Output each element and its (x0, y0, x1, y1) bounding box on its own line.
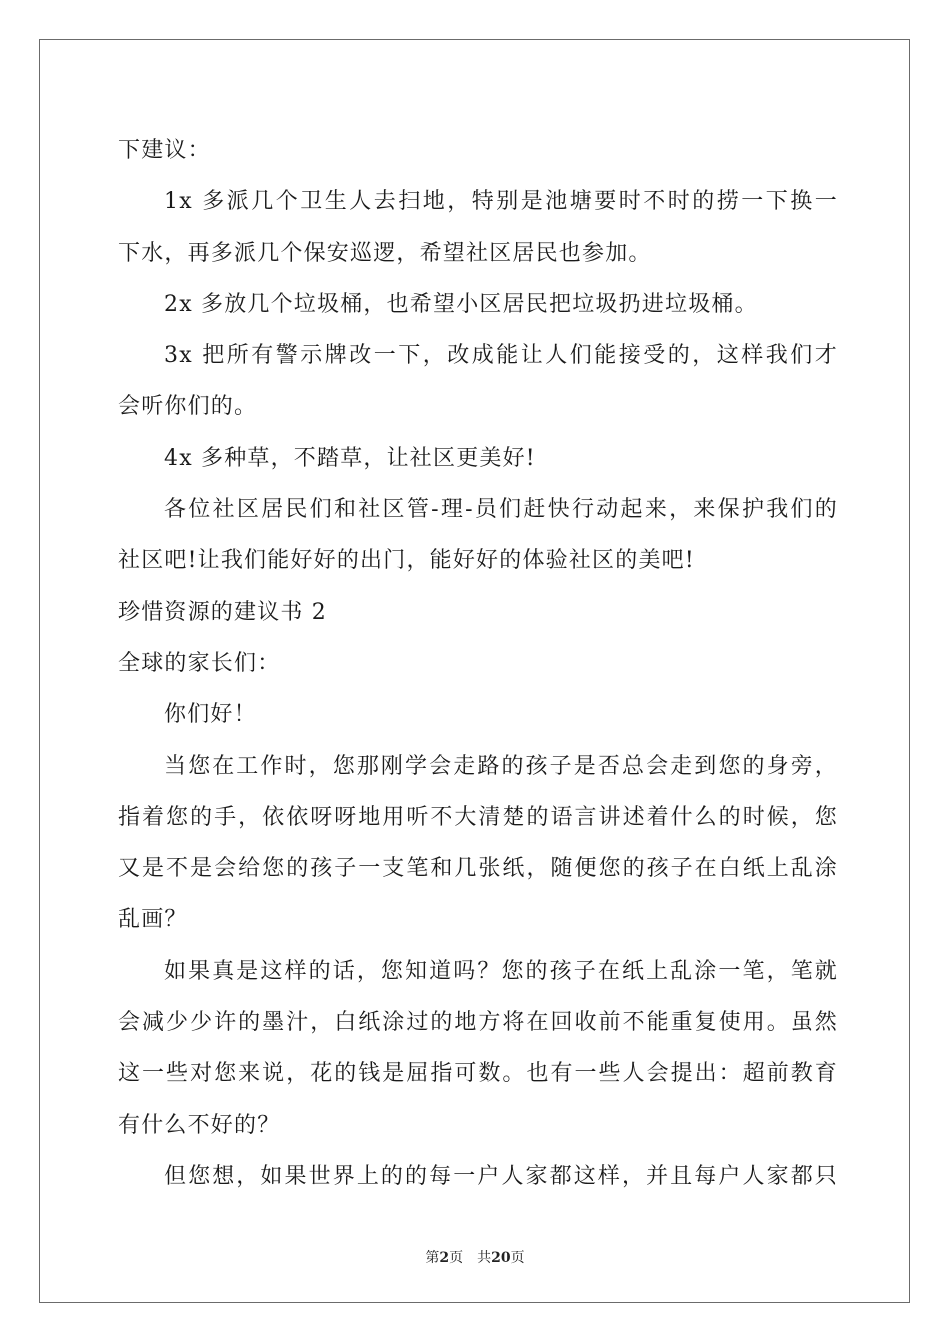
footer-suffix: 页 (510, 1250, 525, 1266)
text-line: 指着您的手，依依呀呀地用听不大清楚的语言讲述着什么的时候，您 (118, 804, 838, 830)
text-line: 乱画？ (118, 907, 188, 933)
document-body (118, 125, 838, 1202)
text-line: 当您在工作时，您那刚学会走路的孩子是否总会走到您的身旁， (164, 753, 838, 779)
text-line: 2x 多放几个垃圾桶，也希望小区居民把垃圾扔进垃圾桶。 (164, 291, 758, 317)
text-line: 这一些对您来说，花的钱是屈指可数。也有一些人会提出：超前教育 (118, 1061, 838, 1087)
text-line: 3x 把所有警示牌改一下，改成能让人们能接受的，这样我们才 (164, 343, 838, 369)
footer-mid: 页 共 (449, 1250, 492, 1266)
text-line: 下建议： (118, 138, 211, 163)
text-line: 但您想，如果世界上的的每一户人家都这样，并且每户人家都只 (164, 1163, 838, 1189)
footer-prefix: 第 (425, 1250, 440, 1266)
text-line: 有什么不好的？ (118, 1112, 281, 1138)
total-page-number: 20 (491, 1250, 511, 1266)
text-line: 你们好！ (164, 702, 257, 728)
text-line: 4x 多种草，不踏草，让社区更美好! (164, 445, 536, 471)
text-line: 又是不是会给您的孩子一支笔和几张纸，随便您的孩子在白纸上乱涂 (118, 856, 838, 882)
text-line: 1x 多派几个卫生人去扫地，特别是池塘要时不时的捞一下换一 (164, 189, 838, 215)
text-line: 全球的家长们： (118, 650, 281, 676)
text-line: 珍惜资源的建议书 2 (118, 599, 327, 625)
text-line: 会减少少许的墨汁，白纸涂过的地方将在回收前不能重复使用。虽然 (118, 1010, 838, 1036)
page-footer (0, 1247, 950, 1267)
current-page-number: 2 (439, 1250, 450, 1266)
text-line: 下水，再多派几个保安巡逻，希望社区居民也参加。 (118, 240, 652, 266)
text-line: 社区吧!让我们能好好的出门，能好好的体验社区的美吧! (118, 548, 695, 574)
text-line: 如果真是这样的话，您知道吗？您的孩子在纸上乱涂一笔，笔就 (164, 958, 838, 984)
text-line: 会听你们的。 (118, 394, 258, 420)
text-line: 各位社区居民们和社区管-理-员们赶快行动起来，来保护我们的 (164, 497, 838, 523)
